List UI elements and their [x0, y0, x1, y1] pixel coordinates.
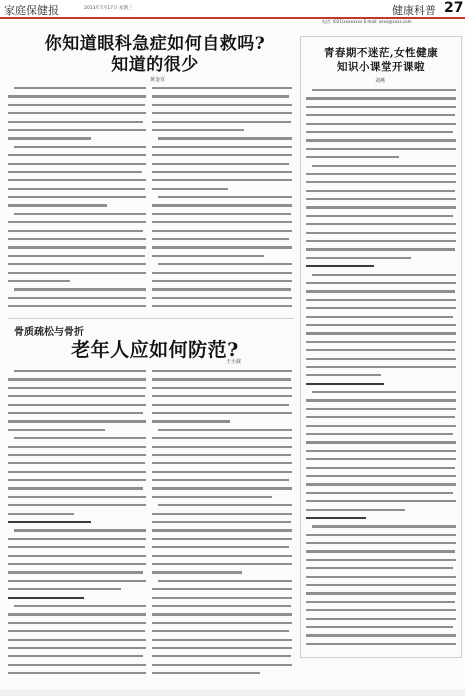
page-header — [0, 0, 465, 16]
article2-column-right — [152, 368, 292, 680]
contact-line: 电话: (021)xxxxxxxx E-mail: xxxx@xxxx.com — [322, 19, 412, 24]
sidebar-article-box — [300, 36, 462, 658]
article2-title: 老年人应如何防范? — [71, 339, 239, 361]
article2-author: 王小波 — [226, 359, 242, 365]
article1-column-right — [152, 85, 292, 313]
article2-kicker: 骨质疏松与骨折 — [14, 327, 84, 338]
article2-column-left — [8, 368, 146, 680]
section-name-left: 家庭保健报 — [4, 4, 59, 17]
article3-author: 刘燕 — [375, 78, 386, 84]
article3-body — [306, 87, 456, 649]
article-divider — [8, 318, 294, 319]
article3-title: 青春期不迷茫,女性健康 — [323, 47, 439, 59]
article1-subtitle: 知道的很少 — [111, 55, 199, 75]
article1-title: 你知道眼科急症如何自救吗? — [44, 34, 266, 54]
article1-author: 黄金宜 — [150, 77, 166, 83]
issue-date: 2013年7月17日 星期三 — [84, 6, 133, 11]
article3-subtitle: 知识小课堂开课啦 — [337, 61, 425, 73]
article1-column-left — [8, 85, 146, 313]
bottom-strip — [0, 690, 465, 696]
section-name-right: 健康科普 — [392, 4, 436, 17]
page-number: 27 — [444, 0, 464, 16]
